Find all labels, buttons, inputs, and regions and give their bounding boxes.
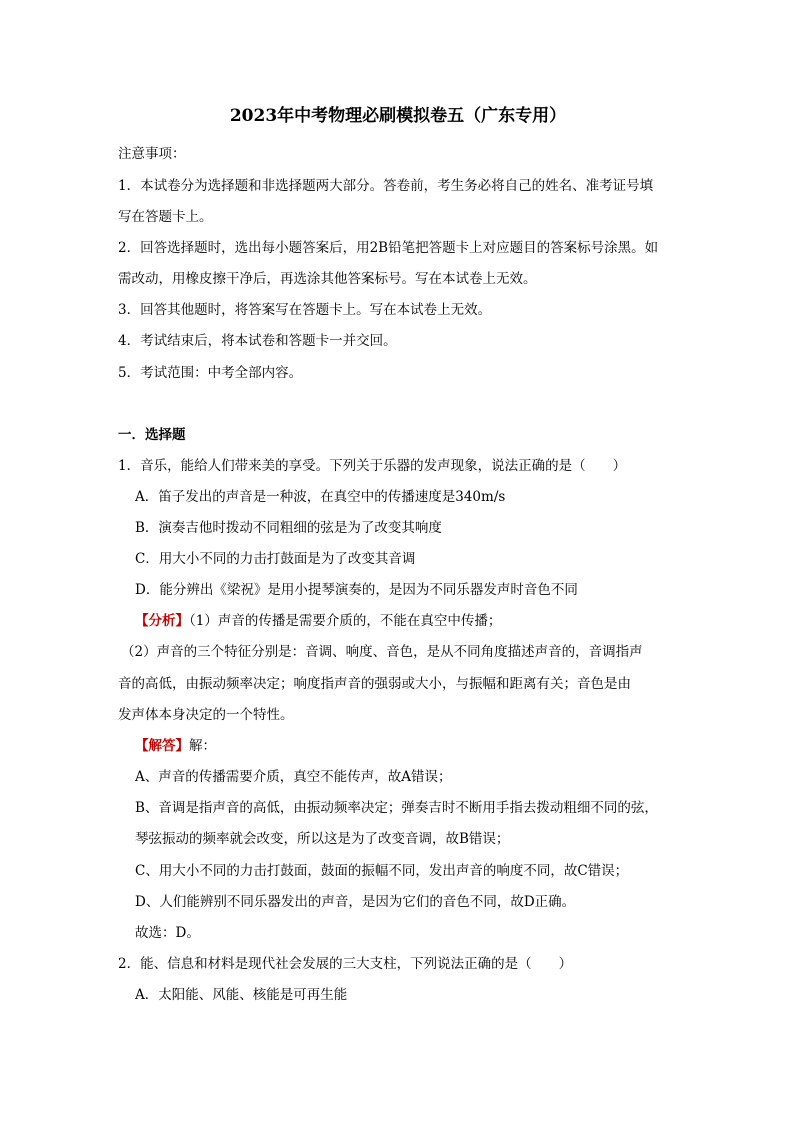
notice-item: 写在答题卡上。 — [118, 209, 213, 225]
answer-line: 故选：D。 — [135, 925, 200, 941]
question-option: A．太阳能、风能、核能是可再生能 — [135, 987, 348, 1003]
answer-intro: 解： — [189, 738, 216, 754]
notice-heading: 注意事项： — [118, 146, 186, 162]
analysis-line — [135, 611, 501, 631]
question-stem: 1．音乐，能给人们带来美的享受。下列关于乐器的发声现象，说法正确的是（ ） — [118, 458, 627, 474]
answer-line: D、人们能辨别不同乐器发出的声音，是因为它们的音色不同，故D正确。 — [135, 894, 576, 910]
notice-item: 2．回答选择题时，选出每小题答案后，用2B铅笔把答题卡上对应题目的答案标号涂黑。如 — [118, 240, 659, 256]
analysis-line: （2）声音的三个特征分别是：音调、响度、音色，是从不同角度描述声音的，音调指声 — [121, 644, 643, 660]
answer-tag: 【解答】 — [135, 738, 189, 754]
notice-item: 3．回答其他题时，将答案写在答题卡上。写在本试卷上无效。 — [118, 302, 492, 318]
answer-line — [135, 736, 216, 756]
answer-line: A、声音的传播需要介质，真空不能传声，故A错误； — [135, 769, 452, 785]
notice-item: 1．本试卷分为选择题和非选择题两大部分。答卷前，考生务必将自己的姓名、准考证号填 — [118, 178, 654, 194]
answer-line: C、用大小不同的力击打鼓面，鼓面的振幅不同，发出声音的响度不同，故C错误； — [135, 863, 629, 879]
notice-item: 5．考试范围：中考全部内容。 — [118, 365, 303, 381]
answer-line: 琴弦振动的频率就会改变，所以这是为了改变音调，故B错误； — [135, 831, 510, 847]
page-title: 2023年中考物理必刷模拟卷五（广东专用） — [229, 106, 567, 126]
question-option: C．用大小不同的力击打鼓面是为了改变其音调 — [135, 551, 416, 567]
section-heading: 一．选择题 — [118, 427, 186, 443]
question-option: A．笛子发出的声音是一种波，在真空中的传播速度是340m/s — [135, 489, 506, 505]
notice-item: 4．考试结束后，将本试卷和答题卡一并交回。 — [118, 333, 397, 349]
question-stem: 2．能、信息和材料是现代社会发展的三大支柱，下列说法正确的是（ ） — [118, 956, 573, 972]
analysis-text: （1）声音的传播是需要介质的，不能在真空中传播； — [189, 613, 502, 629]
answer-line: B、音调是指声音的高低，由振动频率决定；弹奏吉时不断用手指去拨动粗细不同的弦， — [135, 800, 658, 816]
question-option: D．能分辨出《梁祝》是用小提琴演奏的，是因为不同乐器发声时音色不同 — [135, 582, 578, 598]
analysis-tag: 【分析】 — [135, 613, 189, 629]
notice-item: 需改动，用橡皮擦干净后，再选涂其他答案标号。写在本试卷上无效。 — [118, 271, 537, 287]
question-option: B．演奏吉他时拨动不同粗细的弦是为了改变其响度 — [135, 520, 442, 536]
analysis-line: 音的高低，由振动频率决定；响度指声音的强弱或大小，与振幅和距离有关；音色是由 — [118, 676, 631, 692]
analysis-line: 发声体本身决定的一个特性。 — [118, 707, 294, 723]
